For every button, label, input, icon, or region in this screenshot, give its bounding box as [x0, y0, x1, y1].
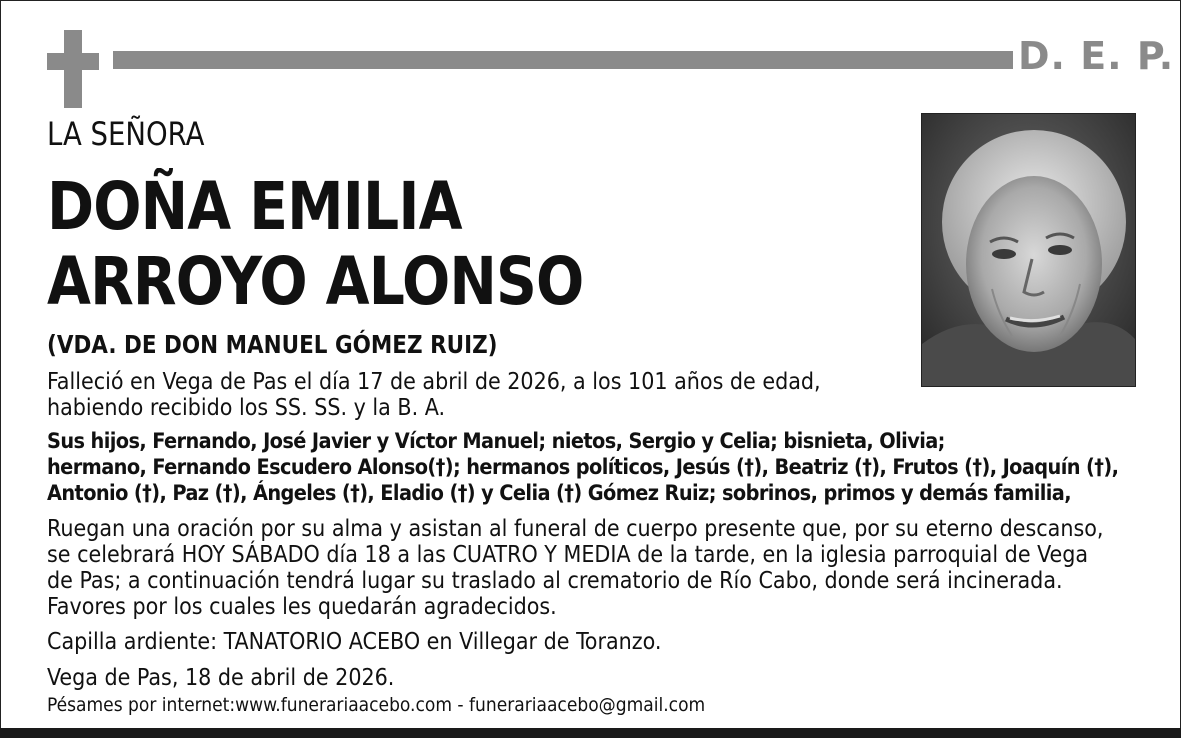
chapel-info: Capilla ardiente: TANATORIO ACEBO en Villegar de Toranzo. — [47, 629, 662, 655]
cross-icon — [47, 30, 99, 108]
dep-heading: D. E. P. — [1018, 34, 1175, 78]
funeral-request — [47, 516, 1103, 620]
request-line: Ruegan una oración por su alma y asistan al funeral de cuerpo presente que, por su eterno descanso, — [47, 516, 1104, 542]
family-line: hermano, Fernando Escudero Alonso(†); hermanos políticos, Jesús (†), Beatriz (†), Frutos (†), Joaquín (†), — [47, 455, 1119, 480]
honorific: LA SEÑORA — [47, 115, 205, 153]
header-rule — [113, 51, 1013, 69]
bottom-bar — [0, 728, 1181, 738]
request-line: de Pas; a continuación tendrá lugar su traslado al crematorio de Río Cabo, donde será incinerada. — [47, 568, 1063, 594]
portrait-photo — [921, 113, 1136, 387]
request-line: se celebrará HOY SÁBADO día 18 a las CUATRO Y MEDIA de la tarde, en la iglesia parroquial de Vega — [47, 542, 1089, 568]
family-list — [47, 429, 1118, 507]
request-line: Favores por los cuales les quedarán agradecidos. — [47, 594, 557, 620]
widow-of: (VDA. DE DON MANUEL GÓMEZ RUIZ) — [47, 330, 498, 359]
death-notice-line: Falleció en Vega de Pas el día 17 de abril de 2026, a los 101 años de edad, — [47, 369, 821, 395]
death-notice-line: habiendo recibido los SS. SS. y la B. A. — [47, 395, 446, 421]
deceased-name-line2: ARROYO ALONSO — [47, 243, 584, 320]
death-notice — [47, 369, 821, 421]
deceased-name-line1: DOÑA EMILIA — [47, 168, 462, 245]
family-line: Antonio (†), Paz (†), Ángeles (†), Eladio (†) y Celia (†) Gómez Ruiz; sobrinos, primos y demás familia, — [47, 481, 1071, 506]
condolences-contact: Pésames por internet:www.funerariaacebo.com - funerariaacebo@gmail.com — [47, 694, 706, 716]
family-line: Sus hijos, Fernando, José Javier y Víctor Manuel; nietos, Sergio y Celia; bisnieta, Olivia; — [47, 429, 945, 454]
portrait-image — [922, 114, 1135, 386]
place-date: Vega de Pas, 18 de abril de 2026. — [47, 665, 395, 691]
